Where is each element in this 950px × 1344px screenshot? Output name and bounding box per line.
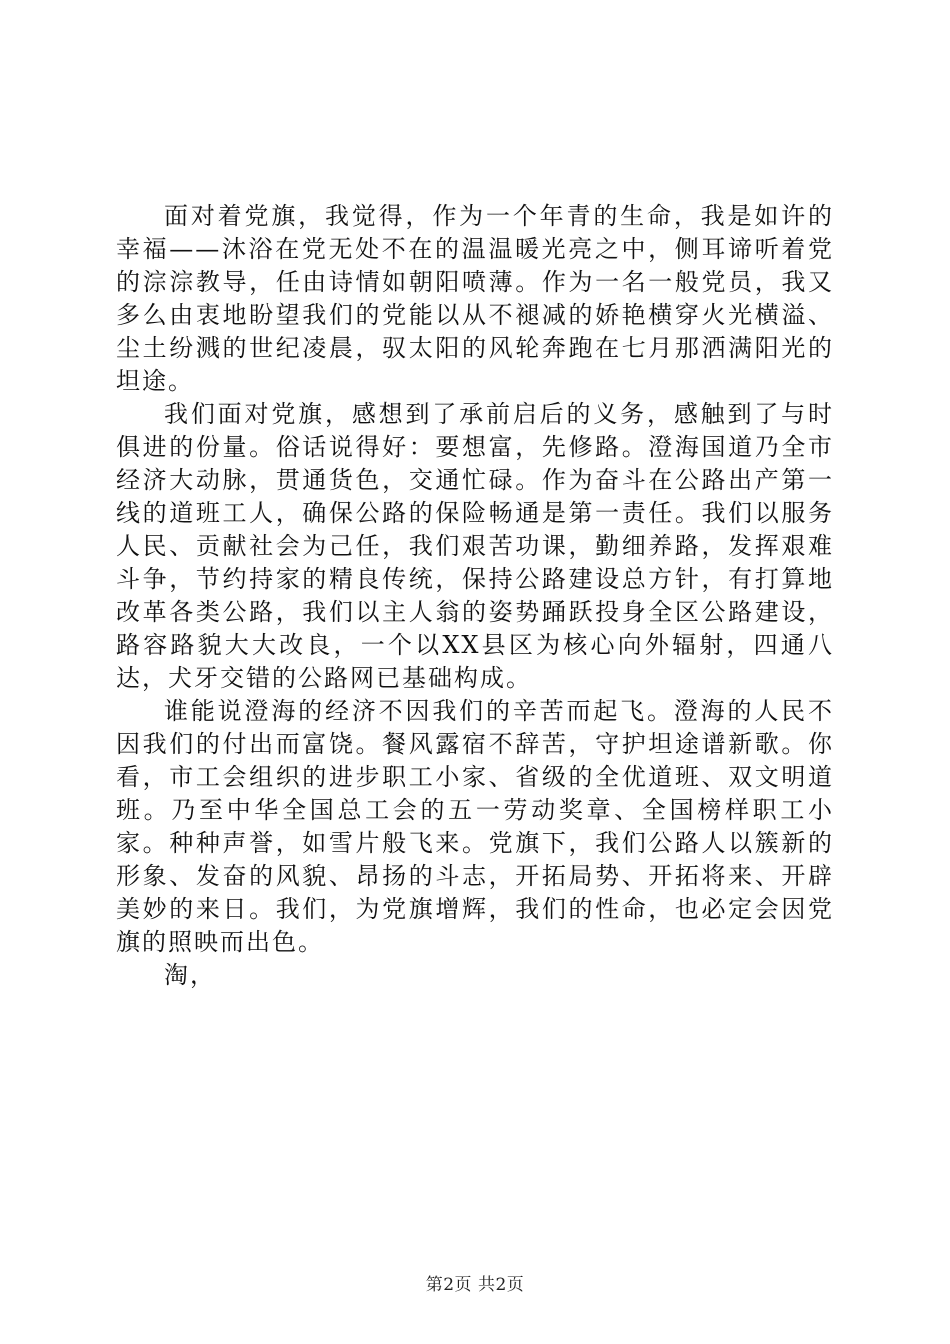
page-number-footer: 第2页 共2页	[425, 1275, 525, 1295]
paragraph: 面对着党旗，我觉得，作为一个年青的生命，我是如许的幸福——沐浴在党无处不在的温温暖光亮之中，侧耳谛听着党的淙淙教导，任由诗情如朝阳喷薄。作为一名一般党员，我又多么由衷地盼望我们的党能以从不褪减的娇艳横穿火光横溢、尘土纷溅的世纪凌晨，驭太阳的风轮奔跑在七月那洒满阳光的坦途。	[116, 202, 834, 395]
paragraph: 我们面对党旗，感想到了承前启后的义务，感触到了与时俱进的份量。俗话说得好：要想富，先修路。澄海国道乃全市经济大动脉，贯通货色，交通忙碌。作为奋斗在公路出产第一线的道班工人，确保公路的保险畅通是第一责任。我们以服务人民、贡献社会为己任，我们艰苦功课，勤细养路，发挥艰难斗争，节约持家的精良传统，保持公路建设总方针，有打算地改革各类公路，我们以主人翁的姿势踊跃投身全区公路建设，路容路貌大大改良，一个以XX县区为核心向外辐射，四通八达，犬牙交错的公路网已基础构成。	[116, 400, 834, 692]
paragraph: 淘，	[164, 961, 216, 989]
paragraph: 谁能说澄海的经济不因我们的辛苦而起飞。澄海的人民不因我们的付出而富饶。餐风露宿不辞苦，守护坦途谱新歌。你看，市工会组织的进步职工小家、省级的全优道班、双文明道班。乃至中华全国总工会的五一劳动奖章、全国榜样职工小家。种种声誉，如雪片般飞来。党旗下，我们公路人以簇新的形象、发奋的风貌、昂扬的斗志，开拓局势、开拓将来、开辟美妙的来日。我们，为党旗增辉，我们的性命，也必定会因党旗的照映而出色。	[116, 697, 834, 956]
document-body	[116, 200, 834, 992]
